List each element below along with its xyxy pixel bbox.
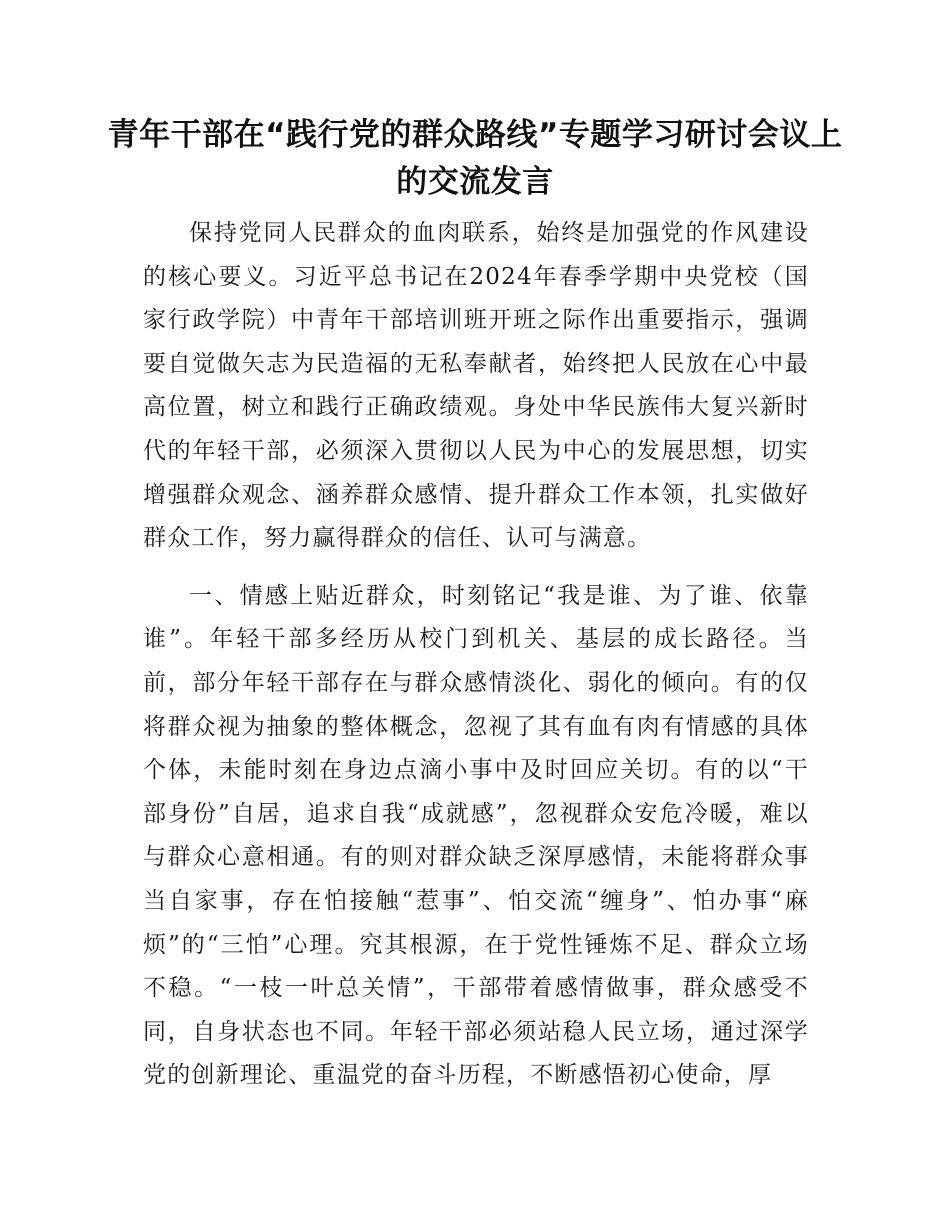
document-title: 青年干部在“践行党的群众路线”专题学习研讨会议上的交流发言 [107,117,843,200]
paragraph-intro: 保持党同人民群众的血肉联系，始终是加强党的作风建设的核心要义。习近平总书记在2024年春季学期中央党校（国家行政学院）中青年干部培训班开班之际作出重要指示，强调要自觉做矢志为民造福的无私奉献者，始终把人民放在心中最高位置，树立和践行正确政绩观。身处中华民族伟大复兴新时代的年轻干部，必须深入贯彻以人民为中心的发展思想，切实增强群众观念、涵养群众感情、提升群众工作本领，扎实做好群众工作，努力赢得群众的信任、认可与满意。 [143,220,809,552]
document-body [143,212,809,1098]
paragraph-section-one: 一、情感上贴近群众，时刻铭记“我是谁、为了谁、依靠谁”。年轻干部多经历从校门到机关、基层的成长路径。当前，部分年轻干部存在与群众感情淡化、弱化的倾向。有的仅将群众视为抽象的整体概念，忽视了其有血有肉有情感的具体个体，未能时刻在身边点滴小事中及时回应关切。有的以“干部身份”自居，追求自我“成就感”，忽视群众安危冷暖，难以与群众心意相通。有的则对群众缺乏深厚感情，未能将群众事当自家事，存在怕接触“惹事”、怕交流“缠身”、怕办事“麻烦”的“三怕”心理。究其根源，在于党性锤炼不足、群众立场不稳。“一枝一叶总关情”，干部带着感情做事，群众感受不同，自身状态也不同。年轻干部必须站稳人民立场，通过深学党的创新理论、重温党的奋斗历程，不断感悟初心使命，厚 [143,582,809,1089]
